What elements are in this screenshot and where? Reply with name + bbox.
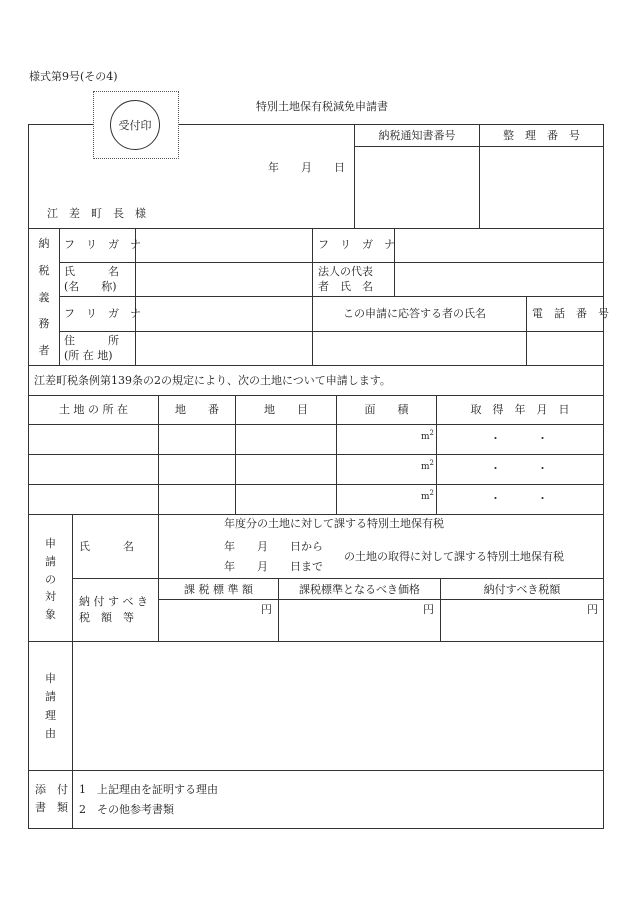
col-header-area: 面 積 <box>364 403 409 416</box>
phone-field[interactable] <box>528 333 602 364</box>
land-category-field[interactable] <box>237 486 335 513</box>
date-separator: ・ <box>537 432 548 445</box>
acquisition-date-field[interactable] <box>438 426 602 453</box>
notice-number-field[interactable] <box>356 148 478 227</box>
date-separator: ・ <box>490 432 501 445</box>
form-title: 特別土地保有税減免申請書 <box>256 100 388 113</box>
phone-label: 電 話 番 号 <box>532 307 609 320</box>
name-field[interactable] <box>137 264 311 295</box>
yen-unit: 円 <box>423 603 434 616</box>
respondent-label: この申請に応答する者の氏名 <box>343 307 486 320</box>
attachment-item: 1 上記理由を証明する理由 <box>79 783 218 796</box>
date-separator: ・ <box>537 462 548 475</box>
target-acquisition-line: の土地の取得に対して課する特別土地保有税 <box>344 550 564 563</box>
date-separator: ・ <box>490 492 501 505</box>
form-number: 様式第9号(その4) <box>29 70 118 83</box>
land-category-field[interactable] <box>237 456 335 483</box>
reference-number-label: 整 理 番 号 <box>503 129 580 142</box>
name-label: 氏 名 <box>64 265 119 278</box>
col-header-tax-amount: 納付すべき税額 <box>483 583 561 596</box>
address-label-sub: (所 在 地) <box>64 349 113 362</box>
land-category-field[interactable] <box>237 426 335 453</box>
rep-name-label-sub: 者 氏 名 <box>318 280 373 293</box>
col-header-acquisition-date: 取 得 年 月 日 <box>470 403 570 416</box>
rep-name-field[interactable] <box>396 264 602 295</box>
address-furigana-label: フ リ ガ ナ <box>64 307 141 320</box>
application-date[interactable]: 年 月 日 <box>268 161 345 174</box>
address-furigana-field[interactable] <box>137 298 311 330</box>
location-field[interactable] <box>30 426 157 453</box>
address-field[interactable] <box>137 333 311 364</box>
area-unit: $m^2$ <box>421 459 435 472</box>
location-field[interactable] <box>30 486 157 513</box>
area-unit: $m^2$ <box>421 489 435 502</box>
statement-text: 江差町税条例第139条の2の規定により、次の土地について申請します。 <box>34 374 391 387</box>
furigana-label: フ リ ガ ナ <box>64 238 141 251</box>
attachments-label: 添 付 <box>35 783 68 796</box>
name-label-sub: (名 称) <box>64 280 117 293</box>
reason-field[interactable] <box>74 643 602 769</box>
rep-furigana-label: フ リ ガ ナ <box>318 238 395 251</box>
rep-name-label: 法人の代表 <box>318 265 373 278</box>
target-from-date[interactable]: 年 月 日から <box>224 540 323 553</box>
attachment-item: 2 その他参考書類 <box>79 803 174 816</box>
addressee: 江 差 町 長 様 <box>47 207 146 220</box>
respondent-field[interactable] <box>314 333 525 364</box>
col-header-lot-number: 地 番 <box>175 403 219 416</box>
tax-base-field[interactable] <box>160 601 277 640</box>
attachments-label-sub: 書 類 <box>35 801 68 814</box>
lot-number-field[interactable] <box>160 486 234 513</box>
lot-number-field[interactable] <box>160 426 234 453</box>
date-separator: ・ <box>537 492 548 505</box>
taxpayer-group-label: 納 税 義 務 者 <box>38 237 50 357</box>
col-header-location: 土 地 の 所 在 <box>59 403 128 416</box>
yen-unit: 円 <box>261 603 272 616</box>
date-separator: ・ <box>490 462 501 475</box>
reason-label: 申 請 理 由 <box>45 672 56 740</box>
target-to-date[interactable]: 年 月 日まで <box>224 560 323 573</box>
target-name-label: 氏 名 <box>79 540 134 553</box>
target-group-label: 申 請 の 対 象 <box>45 537 56 621</box>
tax-amount-field[interactable] <box>442 601 602 640</box>
col-header-land-category: 地 目 <box>264 403 308 416</box>
yen-unit: 円 <box>587 603 598 616</box>
reference-number-field[interactable] <box>481 148 602 227</box>
furigana-field[interactable] <box>137 230 311 261</box>
col-header-tax-base: 課 税 標 準 額 <box>184 583 253 596</box>
receipt-stamp: 受付印 <box>110 100 160 150</box>
receipt-stamp-box <box>93 91 179 159</box>
address-label: 住 所 <box>64 334 119 347</box>
payable-label-sub: 税 額 等 <box>79 611 134 624</box>
rep-furigana-field[interactable] <box>396 230 602 261</box>
lot-number-field[interactable] <box>160 456 234 483</box>
notice-number-label: 納税通知書番号 <box>378 129 456 142</box>
col-header-base-price: 課税標準となるべき価格 <box>299 583 420 596</box>
base-price-field[interactable] <box>280 601 439 640</box>
acquisition-date-field[interactable] <box>438 486 602 513</box>
area-unit: $m^2$ <box>421 429 435 442</box>
target-year-line: 年度分の土地に対して課する特別土地保有税 <box>224 517 444 530</box>
location-field[interactable] <box>30 456 157 483</box>
payable-label: 納 付 す べ き <box>79 595 148 608</box>
acquisition-date-field[interactable] <box>438 456 602 483</box>
